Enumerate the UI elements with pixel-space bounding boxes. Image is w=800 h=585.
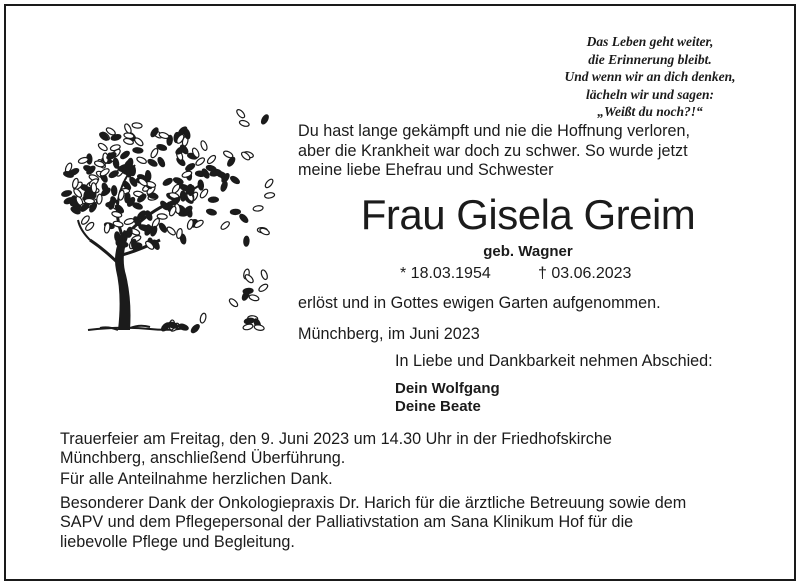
poem-line: Das Leben geht weiter, <box>586 34 714 49</box>
poem <box>520 33 780 121</box>
leaf-mark <box>145 170 151 180</box>
leaf-mark <box>228 297 239 308</box>
leaf-mark <box>111 186 117 196</box>
death-date: † 03.06.2023 <box>538 265 632 282</box>
leaf-mark <box>124 218 135 226</box>
leaf-mark <box>61 190 72 198</box>
leaf-mark <box>208 197 218 203</box>
poem-line: Und wenn wir an dich denken, <box>564 69 736 84</box>
special-thanks-line: Besonderer Dank der Onkologiepraxis Dr. Harich für die ärztliche Betreuung sowie dem <box>60 494 687 512</box>
birth-date: * 18.03.1954 <box>400 265 491 282</box>
special-thanks <box>60 494 760 552</box>
leaf-mark <box>91 183 97 193</box>
leaf-mark <box>147 158 158 168</box>
leaf-mark <box>162 177 173 187</box>
leaf-mark <box>157 156 166 167</box>
leaf-mark <box>198 180 204 191</box>
leaf-mark <box>248 294 259 302</box>
leaf-mark <box>97 142 108 152</box>
leaf-mark <box>260 269 268 280</box>
leaf-mark <box>114 232 120 243</box>
place-date: Münchberg, im Juni 2023 <box>298 325 480 343</box>
tree-with-blowing-leaves-icon <box>60 90 280 340</box>
leaf-mark <box>190 323 201 334</box>
leaf-mark <box>126 227 133 238</box>
leaf-mark <box>150 147 160 158</box>
leaf-mark <box>260 114 270 125</box>
special-thanks-line: SAPV und dem Pflegepersonal der Palliativstation am Sana Klinikum Hof für die <box>60 513 634 532</box>
poem-line: lächeln wir und sagen: <box>586 86 714 102</box>
leaf-mark <box>118 190 125 201</box>
deceased-name: Frau Gisela Greim <box>360 191 696 238</box>
leaf-mark <box>239 119 250 127</box>
farewell-text: In Liebe und Dankbarkeit nehmen Abschied: <box>395 352 713 370</box>
leaf-mark <box>264 178 274 189</box>
intro-text <box>298 122 778 181</box>
poem-line: „Weißt du noch?!“ <box>597 104 703 119</box>
leaf-mark <box>254 324 265 331</box>
leaf-mark <box>244 236 250 246</box>
leaf-mark <box>132 202 143 210</box>
leaf-mark <box>180 191 185 201</box>
leaf-mark <box>118 166 128 172</box>
mourner-name: Dein Wolfgang <box>395 380 500 397</box>
leaf-mark <box>258 283 269 293</box>
leaf-mark <box>136 156 147 165</box>
leaf-mark <box>229 175 240 185</box>
leaf-mark <box>230 209 240 215</box>
leaf-mark <box>133 137 144 147</box>
maiden-name: geb. Wagner <box>483 243 573 260</box>
leaf-mark <box>220 220 231 230</box>
leaf-mark <box>175 145 186 155</box>
mourner-name: Deine Beate <box>395 398 481 415</box>
leaf-mark <box>241 290 250 301</box>
poem-line: die Erinnerung bleibt. <box>588 51 712 67</box>
leaf-mark <box>244 317 255 324</box>
special-thanks-line: liebevolle Pflege und Begleitung. <box>60 532 295 551</box>
leaf-mark <box>223 150 234 159</box>
leaf-mark <box>199 313 207 324</box>
leaf-mark <box>235 108 246 119</box>
leaf-mark <box>244 273 255 284</box>
leaf-mark <box>259 227 270 236</box>
leaf-mark <box>157 213 167 219</box>
leaf-mark <box>173 177 184 186</box>
leaf-mark <box>200 140 208 151</box>
funeral-info <box>60 430 760 469</box>
leaf-mark <box>118 242 128 248</box>
leaf-mark <box>206 154 217 165</box>
intro-line: Du hast lange gekämpft und nie die Hoffnung verloren, <box>298 122 691 140</box>
leaf-mark <box>186 219 194 230</box>
leaf-mark <box>178 323 189 331</box>
funeral-line: Münchberg, anschließend Überführung. <box>60 449 346 468</box>
leaf-mark <box>166 226 177 237</box>
leaf-mark <box>206 208 217 216</box>
funeral-line: Trauerfeier am Freitag, den 9. Juni 2023 um 14.30 Uhr in der Friedhofskirche <box>60 430 612 448</box>
leaf-mark <box>238 213 249 224</box>
leaf-mark <box>159 200 169 211</box>
intro-line: aber die Krankheit war doch zu schwer. So wurde jetzt <box>298 141 688 160</box>
leaf-mark <box>158 222 168 233</box>
rest-line: erlöst und in Gottes ewigen Garten aufgenommen. <box>298 294 661 312</box>
leaf-mark <box>253 205 264 212</box>
leaf-mark <box>185 162 196 172</box>
leaf-mark <box>132 122 142 128</box>
leaf-mark <box>264 192 275 199</box>
leaf-mark <box>133 147 143 153</box>
thanks-text: Für alle Anteilnahme herzlichen Dank. <box>60 470 333 488</box>
intro-line: meine liebe Ehefrau und Schwester <box>298 161 554 179</box>
